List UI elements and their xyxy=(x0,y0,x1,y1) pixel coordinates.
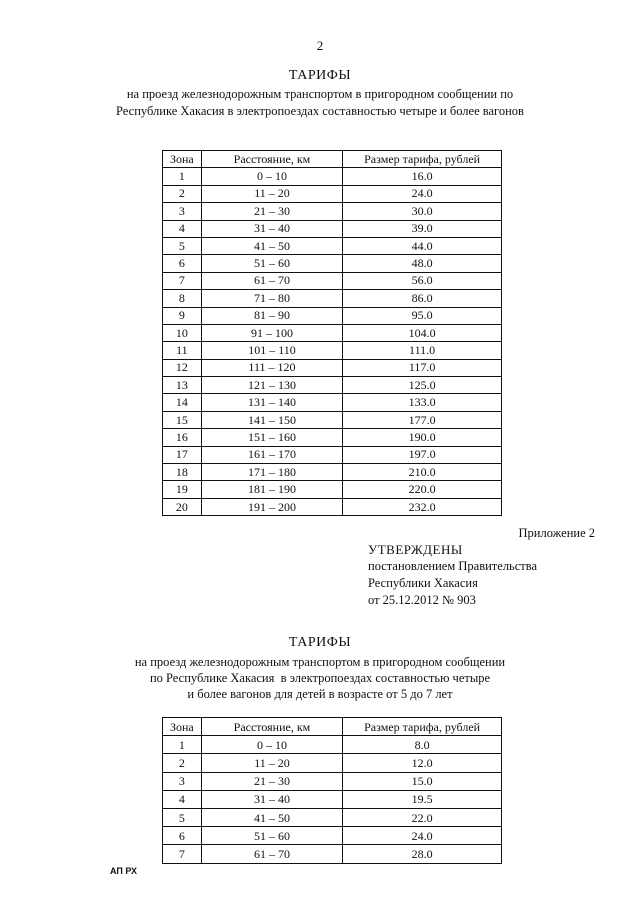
cell-tariff: 30.0 xyxy=(343,203,502,220)
cell-distance: 31 – 40 xyxy=(201,220,342,237)
cell-distance: 191 – 200 xyxy=(201,498,342,515)
cell-tariff: 28.0 xyxy=(343,845,502,863)
cell-tariff: 12.0 xyxy=(343,754,502,772)
approved-line3: от 25.12.2012 № 903 xyxy=(368,593,476,607)
cell-zone: 17 xyxy=(163,446,202,463)
cell-zone: 7 xyxy=(163,272,202,289)
cell-distance: 131 – 140 xyxy=(201,394,342,411)
table-header-row xyxy=(163,718,502,736)
cell-distance: 141 – 150 xyxy=(201,411,342,428)
cell-distance: 41 – 50 xyxy=(201,237,342,254)
table-row xyxy=(163,168,502,185)
cell-zone: 1 xyxy=(163,168,202,185)
cell-zone: 6 xyxy=(163,827,202,845)
table-row xyxy=(163,790,502,808)
cell-zone: 4 xyxy=(163,790,202,808)
tariff-table-adult xyxy=(162,150,502,516)
table-row xyxy=(163,290,502,307)
cell-zone: 16 xyxy=(163,429,202,446)
cell-zone: 1 xyxy=(163,736,202,754)
table-row xyxy=(163,446,502,463)
cell-distance: 41 – 50 xyxy=(201,808,342,826)
cell-distance: 101 – 110 xyxy=(201,342,342,359)
table2-subtitle-line2: по Республике Хакасия в электропоездах составностью четыре xyxy=(149,671,491,685)
cell-distance: 31 – 40 xyxy=(201,790,342,808)
table1-subtitle xyxy=(0,86,640,120)
cell-zone: 2 xyxy=(163,754,202,772)
cell-zone: 5 xyxy=(163,808,202,826)
table-row xyxy=(163,736,502,754)
cell-tariff: 24.0 xyxy=(343,827,502,845)
cell-zone: 20 xyxy=(163,498,202,515)
table-row xyxy=(163,827,502,845)
cell-zone: 5 xyxy=(163,237,202,254)
cell-tariff: 117.0 xyxy=(343,359,502,376)
cell-distance: 171 – 180 xyxy=(201,464,342,481)
cell-tariff: 44.0 xyxy=(343,237,502,254)
cell-distance: 0 – 10 xyxy=(201,168,342,185)
cell-distance: 151 – 160 xyxy=(201,429,342,446)
table-row xyxy=(163,429,502,446)
cell-tariff: 48.0 xyxy=(343,255,502,272)
cell-zone: 4 xyxy=(163,220,202,237)
cell-tariff: 220.0 xyxy=(343,481,502,498)
tariff-table-children xyxy=(162,717,502,864)
table2-subtitle-line3: и более вагонов для детей в возрасте от 5 до 7 лет xyxy=(187,687,453,701)
cell-zone: 11 xyxy=(163,342,202,359)
cell-distance: 61 – 70 xyxy=(201,272,342,289)
cell-zone: 18 xyxy=(163,464,202,481)
cell-tariff: 177.0 xyxy=(343,411,502,428)
table-row xyxy=(163,411,502,428)
cell-distance: 21 – 30 xyxy=(201,772,342,790)
table1-subtitle-line2: Республике Хакасия в электропоездах составностью четыре и более вагонов xyxy=(116,104,524,118)
cell-tariff: 22.0 xyxy=(343,808,502,826)
cell-tariff: 111.0 xyxy=(343,342,502,359)
cell-zone: 8 xyxy=(163,290,202,307)
cell-tariff: 86.0 xyxy=(343,290,502,307)
header-distance: Расстояние, км xyxy=(201,151,342,168)
table-row xyxy=(163,237,502,254)
cell-zone: 2 xyxy=(163,185,202,202)
table-row xyxy=(163,324,502,341)
approved-line1: постановлением Правительства xyxy=(368,559,538,573)
table-row xyxy=(163,808,502,826)
cell-tariff: 232.0 xyxy=(343,498,502,515)
table-row xyxy=(163,307,502,324)
cell-distance: 11 – 20 xyxy=(201,754,342,772)
cell-zone: 12 xyxy=(163,359,202,376)
cell-zone: 7 xyxy=(163,845,202,863)
table-row xyxy=(163,255,502,272)
table-row xyxy=(163,772,502,790)
table2-subtitle-line1: на проезд железнодорожным транспортом в пригородном сообщении xyxy=(134,655,506,669)
table2-title: ТАРИФЫ xyxy=(288,635,352,650)
table-row xyxy=(163,220,502,237)
cell-zone: 6 xyxy=(163,255,202,272)
approval-block xyxy=(368,541,537,609)
page-number: 2 xyxy=(316,38,324,53)
footer-stamp: АП РХ xyxy=(110,866,138,876)
cell-tariff: 15.0 xyxy=(343,772,502,790)
table-row xyxy=(163,185,502,202)
cell-distance: 81 – 90 xyxy=(201,307,342,324)
cell-tariff: 39.0 xyxy=(343,220,502,237)
cell-zone: 19 xyxy=(163,481,202,498)
cell-tariff: 210.0 xyxy=(343,464,502,481)
table-row xyxy=(163,342,502,359)
cell-tariff: 197.0 xyxy=(343,446,502,463)
table-row xyxy=(163,377,502,394)
cell-distance: 11 – 20 xyxy=(201,185,342,202)
table-row xyxy=(163,845,502,863)
cell-distance: 51 – 60 xyxy=(201,827,342,845)
cell-tariff: 133.0 xyxy=(343,394,502,411)
cell-distance: 181 – 190 xyxy=(201,481,342,498)
header-zone: Зона xyxy=(163,151,202,168)
approved-line2: Республики Хакасия xyxy=(368,576,478,590)
header-distance: Расстояние, км xyxy=(201,718,342,736)
table-row xyxy=(163,754,502,772)
cell-tariff: 8.0 xyxy=(343,736,502,754)
table-row xyxy=(163,394,502,411)
cell-zone: 9 xyxy=(163,307,202,324)
cell-tariff: 95.0 xyxy=(343,307,502,324)
cell-tariff: 24.0 xyxy=(343,185,502,202)
table2-subtitle xyxy=(0,654,640,702)
cell-distance: 91 – 100 xyxy=(201,324,342,341)
cell-zone: 13 xyxy=(163,377,202,394)
cell-distance: 121 – 130 xyxy=(201,377,342,394)
cell-distance: 111 – 120 xyxy=(201,359,342,376)
header-tariff: Размер тарифа, рублей xyxy=(343,718,502,736)
cell-tariff: 190.0 xyxy=(343,429,502,446)
cell-distance: 71 – 80 xyxy=(201,290,342,307)
cell-distance: 51 – 60 xyxy=(201,255,342,272)
table-row xyxy=(163,464,502,481)
table-row xyxy=(163,272,502,289)
cell-zone: 15 xyxy=(163,411,202,428)
table1-subtitle-line1: на проезд железнодорожным транспортом в пригородном сообщении по xyxy=(126,87,514,101)
table-row xyxy=(163,203,502,220)
cell-distance: 161 – 170 xyxy=(201,446,342,463)
cell-distance: 21 – 30 xyxy=(201,203,342,220)
appendix-label: Приложение 2 xyxy=(518,526,595,540)
table-row xyxy=(163,481,502,498)
cell-tariff: 16.0 xyxy=(343,168,502,185)
table1-title: ТАРИФЫ xyxy=(288,68,352,83)
table-row xyxy=(163,359,502,376)
table-header-row xyxy=(163,151,502,168)
cell-zone: 3 xyxy=(163,203,202,220)
cell-zone: 3 xyxy=(163,772,202,790)
header-tariff: Размер тарифа, рублей xyxy=(343,151,502,168)
cell-tariff: 56.0 xyxy=(343,272,502,289)
cell-tariff: 125.0 xyxy=(343,377,502,394)
cell-tariff: 104.0 xyxy=(343,324,502,341)
header-zone: Зона xyxy=(163,718,202,736)
cell-distance: 0 – 10 xyxy=(201,736,342,754)
cell-zone: 10 xyxy=(163,324,202,341)
approved-heading: УТВЕРЖДЕНЫ xyxy=(368,542,463,557)
cell-tariff: 19.5 xyxy=(343,790,502,808)
cell-distance: 61 – 70 xyxy=(201,845,342,863)
table-row xyxy=(163,498,502,515)
cell-zone: 14 xyxy=(163,394,202,411)
